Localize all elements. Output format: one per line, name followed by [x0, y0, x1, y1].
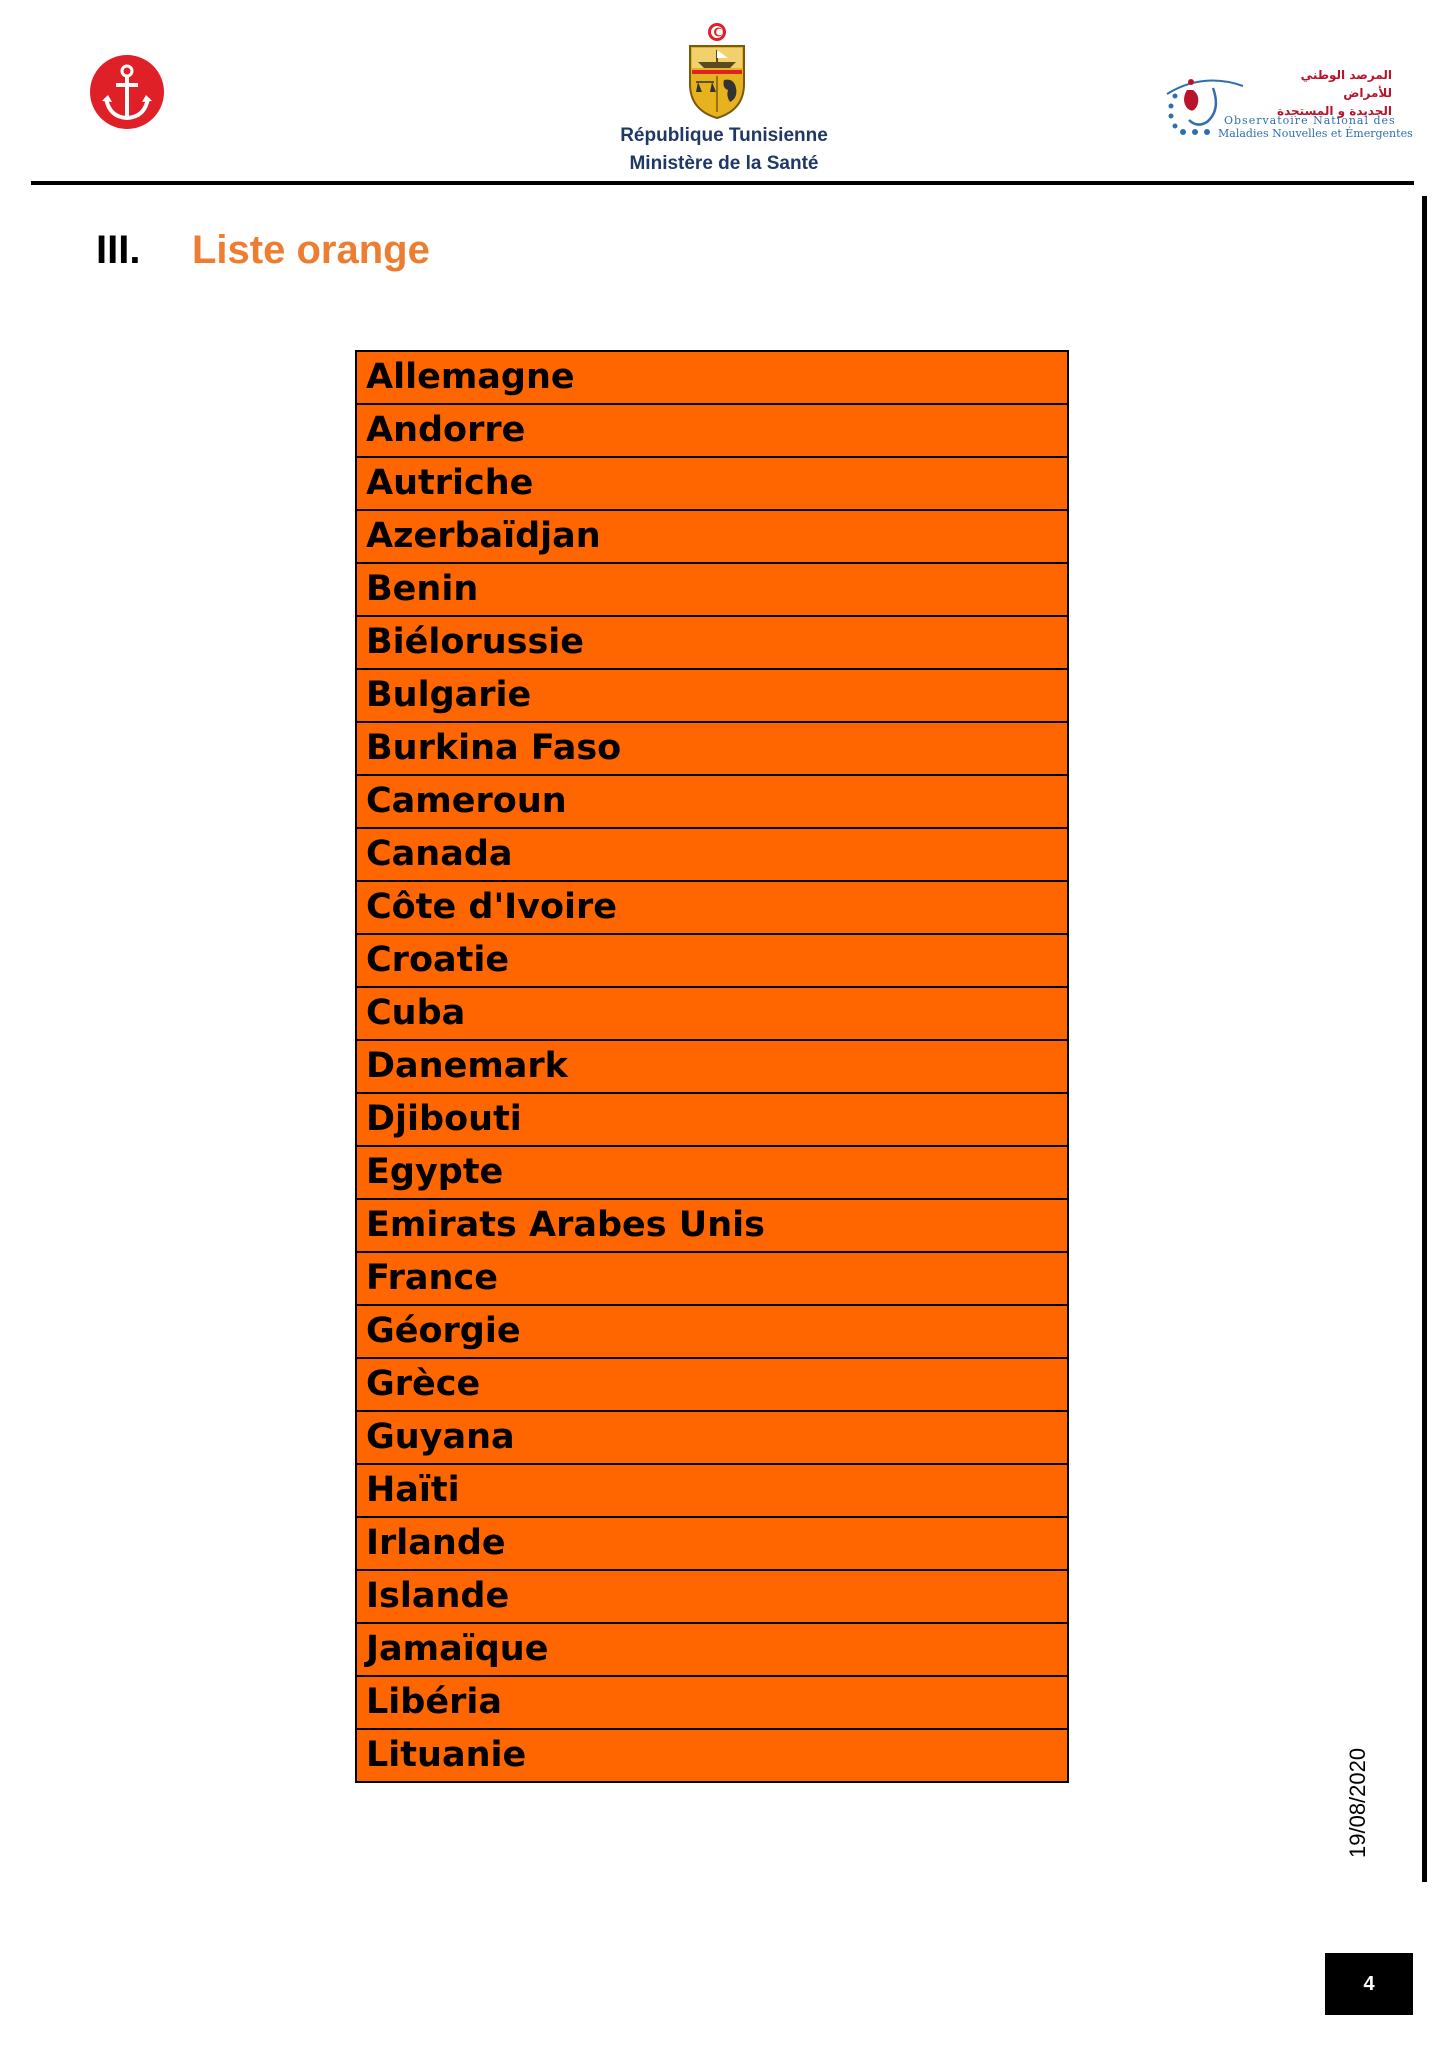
ministry-header: [524, 122, 924, 178]
observatory-name-ar-line1: المرصد الوطني للأمراض: [1300, 68, 1392, 100]
country-cell: Autriche: [356, 457, 1068, 510]
country-cell: Haïti: [356, 1464, 1068, 1517]
table-row: [356, 669, 1068, 722]
observatory-name-ar: [1262, 66, 1392, 120]
tunisian-coat-of-arms-icon: [682, 22, 752, 122]
table-row: [356, 1199, 1068, 1252]
side-divider: [1422, 196, 1427, 1882]
country-cell: Azerbaïdjan: [356, 510, 1068, 563]
country-cell: Biélorussie: [356, 616, 1068, 669]
country-cell: Burkina Faso: [356, 722, 1068, 775]
table-row: [356, 1040, 1068, 1093]
table-row: [356, 1464, 1068, 1517]
table-row: [356, 934, 1068, 987]
observatory-name-fr-line2: Maladies Nouvelles et Émergentes: [1218, 127, 1413, 140]
country-cell: Djibouti: [356, 1093, 1068, 1146]
table-row: [356, 987, 1068, 1040]
observatory-name-fr-line1: Observatoire National des: [1224, 114, 1396, 127]
country-name: République Tunisienne: [620, 125, 828, 146]
country-cell: Irlande: [356, 1517, 1068, 1570]
country-cell: Andorre: [356, 404, 1068, 457]
observatory-name-fr: [1218, 114, 1418, 140]
country-cell: Bulgarie: [356, 669, 1068, 722]
country-cell: Côte d'Ivoire: [356, 881, 1068, 934]
table-row: [356, 1623, 1068, 1676]
table-row: [356, 1411, 1068, 1464]
table-row: [356, 1729, 1068, 1782]
table-row: [356, 1570, 1068, 1623]
observatory-name-ar-line2: الجديدة و المستجدة: [1277, 104, 1392, 118]
table-row: [356, 1517, 1068, 1570]
country-cell: Lituanie: [356, 1729, 1068, 1782]
section-number: III.: [96, 228, 141, 272]
header-divider: [31, 181, 1414, 185]
orange-list-body: [356, 351, 1068, 1782]
country-cell: Canada: [356, 828, 1068, 881]
country-cell: Benin: [356, 563, 1068, 616]
table-row: [356, 457, 1068, 510]
country-cell: Géorgie: [356, 1305, 1068, 1358]
table-row: [356, 510, 1068, 563]
table-row: [356, 775, 1068, 828]
country-cell: Allemagne: [356, 351, 1068, 404]
country-cell: Guyana: [356, 1411, 1068, 1464]
table-row: [356, 563, 1068, 616]
table-row: [356, 351, 1068, 404]
country-cell: Croatie: [356, 934, 1068, 987]
country-cell: Cameroun: [356, 775, 1068, 828]
section-title: Liste orange: [192, 228, 430, 272]
country-cell: Cuba: [356, 987, 1068, 1040]
table-row: [356, 828, 1068, 881]
document-date: 19/08/2020: [1345, 1747, 1370, 1858]
orange-list-table: [355, 350, 1069, 1783]
country-cell: Egypte: [356, 1146, 1068, 1199]
page-number: 4: [1325, 1953, 1413, 2015]
table-row: [356, 1146, 1068, 1199]
table-row: [356, 881, 1068, 934]
table-row: [356, 1676, 1068, 1729]
table-row: [356, 722, 1068, 775]
table-row: [356, 616, 1068, 669]
table-row: [356, 404, 1068, 457]
country-cell: Libéria: [356, 1676, 1068, 1729]
country-cell: Danemark: [356, 1040, 1068, 1093]
anchor-crescent-logo-icon: [89, 54, 165, 130]
table-row: [356, 1252, 1068, 1305]
ministry-name: Ministère de la Santé: [629, 153, 819, 174]
country-cell: Islande: [356, 1570, 1068, 1623]
table-row: [356, 1305, 1068, 1358]
country-cell: Grèce: [356, 1358, 1068, 1411]
table-row: [356, 1093, 1068, 1146]
country-cell: Emirats Arabes Unis: [356, 1199, 1068, 1252]
country-cell: France: [356, 1252, 1068, 1305]
table-row: [356, 1358, 1068, 1411]
section-heading: [96, 220, 430, 280]
country-cell: Jamaïque: [356, 1623, 1068, 1676]
